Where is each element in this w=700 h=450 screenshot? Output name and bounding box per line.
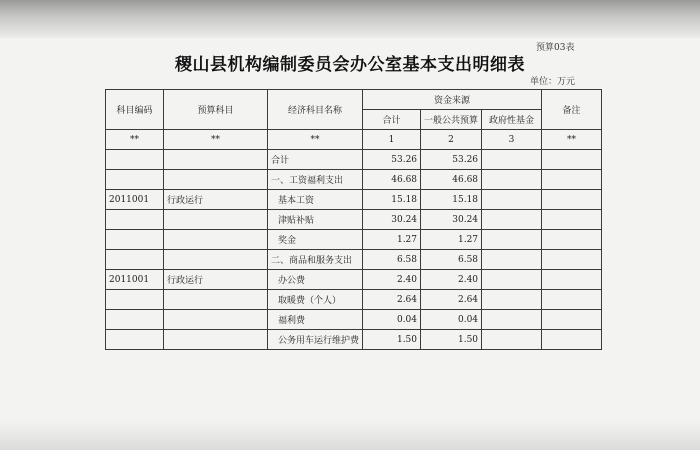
cell-econ: 二、商品和服务支出 <box>268 250 363 270</box>
cell-remarks <box>542 230 602 250</box>
cell-remarks <box>542 250 602 270</box>
scan-shadow-top <box>0 0 700 38</box>
cell-general: 15.18 <box>421 190 482 210</box>
cell-econ: 津贴补贴 <box>268 210 363 230</box>
cell-fund <box>482 330 542 350</box>
cell-budget <box>164 330 268 350</box>
index-budget-subject: ** <box>164 130 268 150</box>
cell-total: 46.68 <box>363 170 421 190</box>
index-general-budget: 2 <box>421 130 482 150</box>
unit-label: 单位：万元 <box>530 77 576 87</box>
table-row <box>106 190 602 210</box>
cell-remarks <box>542 210 602 230</box>
cell-code: 2011001 <box>106 270 164 290</box>
cell-fund <box>482 270 542 290</box>
cell-fund <box>482 150 542 170</box>
table-row <box>106 210 602 230</box>
cell-econ: 办公费 <box>268 270 363 290</box>
cell-general: 53.26 <box>421 150 482 170</box>
cell-code <box>106 150 164 170</box>
cell-total: 30.24 <box>363 210 421 230</box>
cell-general: 6.58 <box>421 250 482 270</box>
header-general-budget: 一般公共预算 <box>421 110 482 130</box>
cell-general: 46.68 <box>421 170 482 190</box>
cell-total: 6.58 <box>363 250 421 270</box>
header-gov-fund: 政府性基金 <box>482 110 542 130</box>
cell-budget: 行政运行 <box>164 190 268 210</box>
index-gov-fund: 3 <box>482 130 542 150</box>
header-budget-subject: 预算科目 <box>164 90 268 130</box>
index-row <box>106 130 602 150</box>
cell-remarks <box>542 170 602 190</box>
cell-budget <box>164 230 268 250</box>
cell-remarks <box>542 330 602 350</box>
index-remarks: ** <box>542 130 602 150</box>
index-subject-code: ** <box>106 130 164 150</box>
header-row-1 <box>106 90 602 110</box>
cell-general: 2.64 <box>421 290 482 310</box>
cell-fund <box>482 310 542 330</box>
cell-code <box>106 170 164 190</box>
header-subject-code: 科目编码 <box>106 90 164 130</box>
cell-fund <box>482 190 542 210</box>
cell-total: 2.64 <box>363 290 421 310</box>
cell-total: 1.50 <box>363 330 421 350</box>
table-row <box>106 250 602 270</box>
cell-general: 1.27 <box>421 230 482 250</box>
table-row <box>106 170 602 190</box>
index-total: 1 <box>363 130 421 150</box>
cell-econ: 公务用车运行维护费 <box>268 330 363 350</box>
cell-total: 2.40 <box>363 270 421 290</box>
cell-remarks <box>542 270 602 290</box>
cell-budget <box>164 250 268 270</box>
index-econ-subject: ** <box>268 130 363 150</box>
cell-econ: 取暖费（个人） <box>268 290 363 310</box>
table-row <box>106 290 602 310</box>
cell-econ: 奖金 <box>268 230 363 250</box>
table-row <box>106 230 602 250</box>
cell-econ: 福利费 <box>268 310 363 330</box>
scan-shadow-bottom <box>0 420 700 450</box>
header-remarks: 备注 <box>542 90 602 130</box>
cell-code <box>106 210 164 230</box>
cell-remarks <box>542 290 602 310</box>
cell-fund <box>482 230 542 250</box>
cell-econ: 基本工资 <box>268 190 363 210</box>
table-row <box>106 150 602 170</box>
table-row <box>106 330 602 350</box>
cell-budget <box>164 210 268 230</box>
cell-econ: 一、工资福利支出 <box>268 170 363 190</box>
cell-budget <box>164 150 268 170</box>
cell-general: 30.24 <box>421 210 482 230</box>
table-row <box>106 270 602 290</box>
cell-code: 2011001 <box>106 190 164 210</box>
cell-budget <box>164 310 268 330</box>
cell-remarks <box>542 190 602 210</box>
header-econ-subject: 经济科目名称 <box>268 90 363 130</box>
cell-remarks <box>542 310 602 330</box>
cell-general: 2.40 <box>421 270 482 290</box>
cell-budget <box>164 290 268 310</box>
header-total: 合计 <box>363 110 421 130</box>
cell-code <box>106 230 164 250</box>
cell-budget <box>164 170 268 190</box>
cell-general: 1.50 <box>421 330 482 350</box>
table-row <box>106 310 602 330</box>
cell-general: 0.04 <box>421 310 482 330</box>
page-title: 稷山县机构编制委员会办公室基本支出明细表 <box>175 55 525 75</box>
cell-fund <box>482 170 542 190</box>
cell-total: 15.18 <box>363 190 421 210</box>
cell-econ: 合计 <box>268 150 363 170</box>
expenditure-table <box>105 89 602 350</box>
cell-budget: 行政运行 <box>164 270 268 290</box>
cell-code <box>106 290 164 310</box>
cell-code <box>106 330 164 350</box>
header-funding-source: 资金来源 <box>363 90 542 110</box>
cell-total: 53.26 <box>363 150 421 170</box>
cell-remarks <box>542 150 602 170</box>
cell-total: 1.27 <box>363 230 421 250</box>
cell-fund <box>482 290 542 310</box>
cell-code <box>106 310 164 330</box>
cell-fund <box>482 250 542 270</box>
cell-fund <box>482 210 542 230</box>
cell-total: 0.04 <box>363 310 421 330</box>
cell-code <box>106 250 164 270</box>
form-code: 预算03表 <box>536 43 575 53</box>
